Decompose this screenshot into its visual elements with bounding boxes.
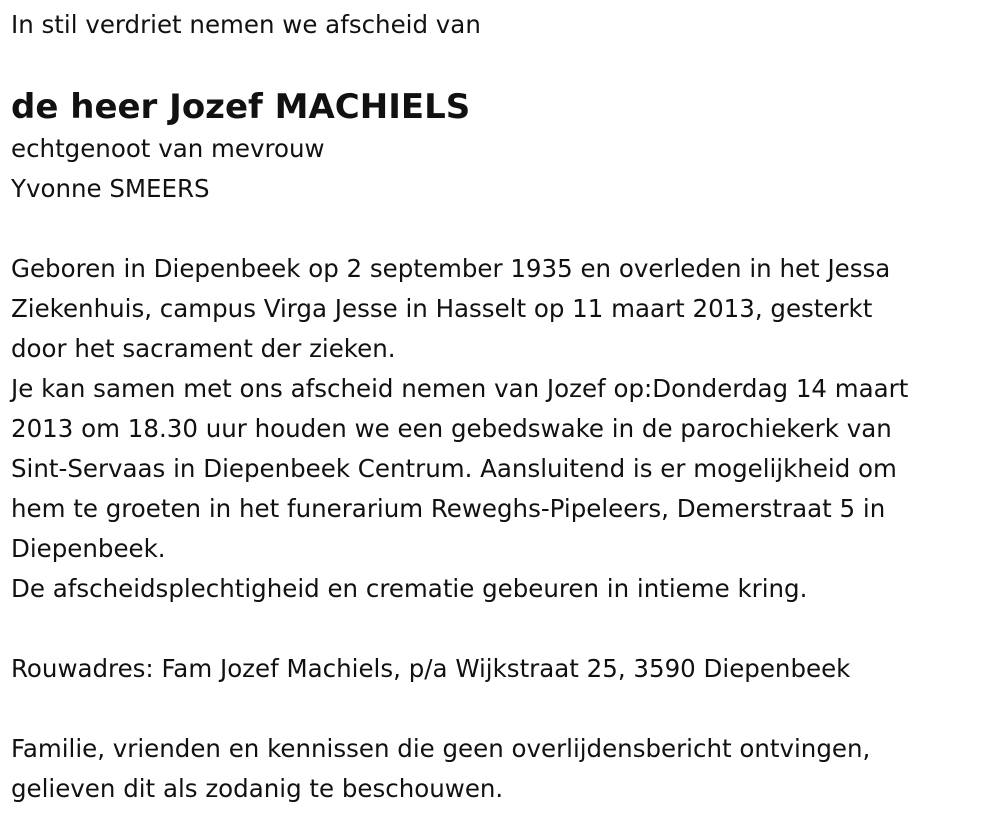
obituary-notice	[11, 0, 996, 809]
spouse-name: Yvonne SMEERS	[11, 174, 210, 203]
paragraph-gap	[11, 209, 996, 249]
body-line: 2013 om 18.30 uur houden we een gebedswake in de parochiekerk van	[11, 414, 892, 443]
paragraph-gap	[11, 689, 996, 729]
body-line: Sint-Servaas in Diepenbeek Centrum. Aansluitend is er mogelijkheid om	[11, 454, 897, 483]
notice-body	[11, 249, 996, 609]
body-line: Je kan samen met ons afscheid nemen van Jozef op:Donderdag 14 maart	[11, 374, 909, 403]
body-line: Diepenbeek.	[11, 534, 166, 563]
deceased-name: de heer Jozef MACHIELS	[11, 87, 471, 127]
body-line: De afscheidsplechtigheid en crematie gebeuren in intieme kring.	[11, 574, 808, 603]
spouse-line: echtgenoot van mevrouw	[11, 134, 325, 163]
body-line: Geboren in Diepenbeek op 2 september 1935 en overleden in het Jessa	[11, 254, 891, 283]
closing-text	[11, 729, 996, 809]
body-line: Ziekenhuis, campus Virga Jesse in Hasselt op 11 maart 2013, gesterkt	[11, 294, 873, 323]
body-line: door het sacrament der zieken.	[11, 334, 396, 363]
closing-line: Familie, vrienden en kennissen die geen overlijdensbericht ontvingen,	[11, 734, 871, 763]
mourning-address: Rouwadres: Fam Jozef Machiels, p/a Wijkstraat 25, 3590 Diepenbeek	[11, 654, 851, 683]
paragraph-gap	[11, 609, 996, 649]
body-line: hem te groeten in het funerarium Reweghs-Pipeleers, Demerstraat 5 in	[11, 494, 886, 523]
closing-line: gelieven dit als zodanig te beschouwen.	[11, 774, 504, 803]
intro-text: In stil verdriet nemen we afscheid van	[11, 10, 481, 39]
